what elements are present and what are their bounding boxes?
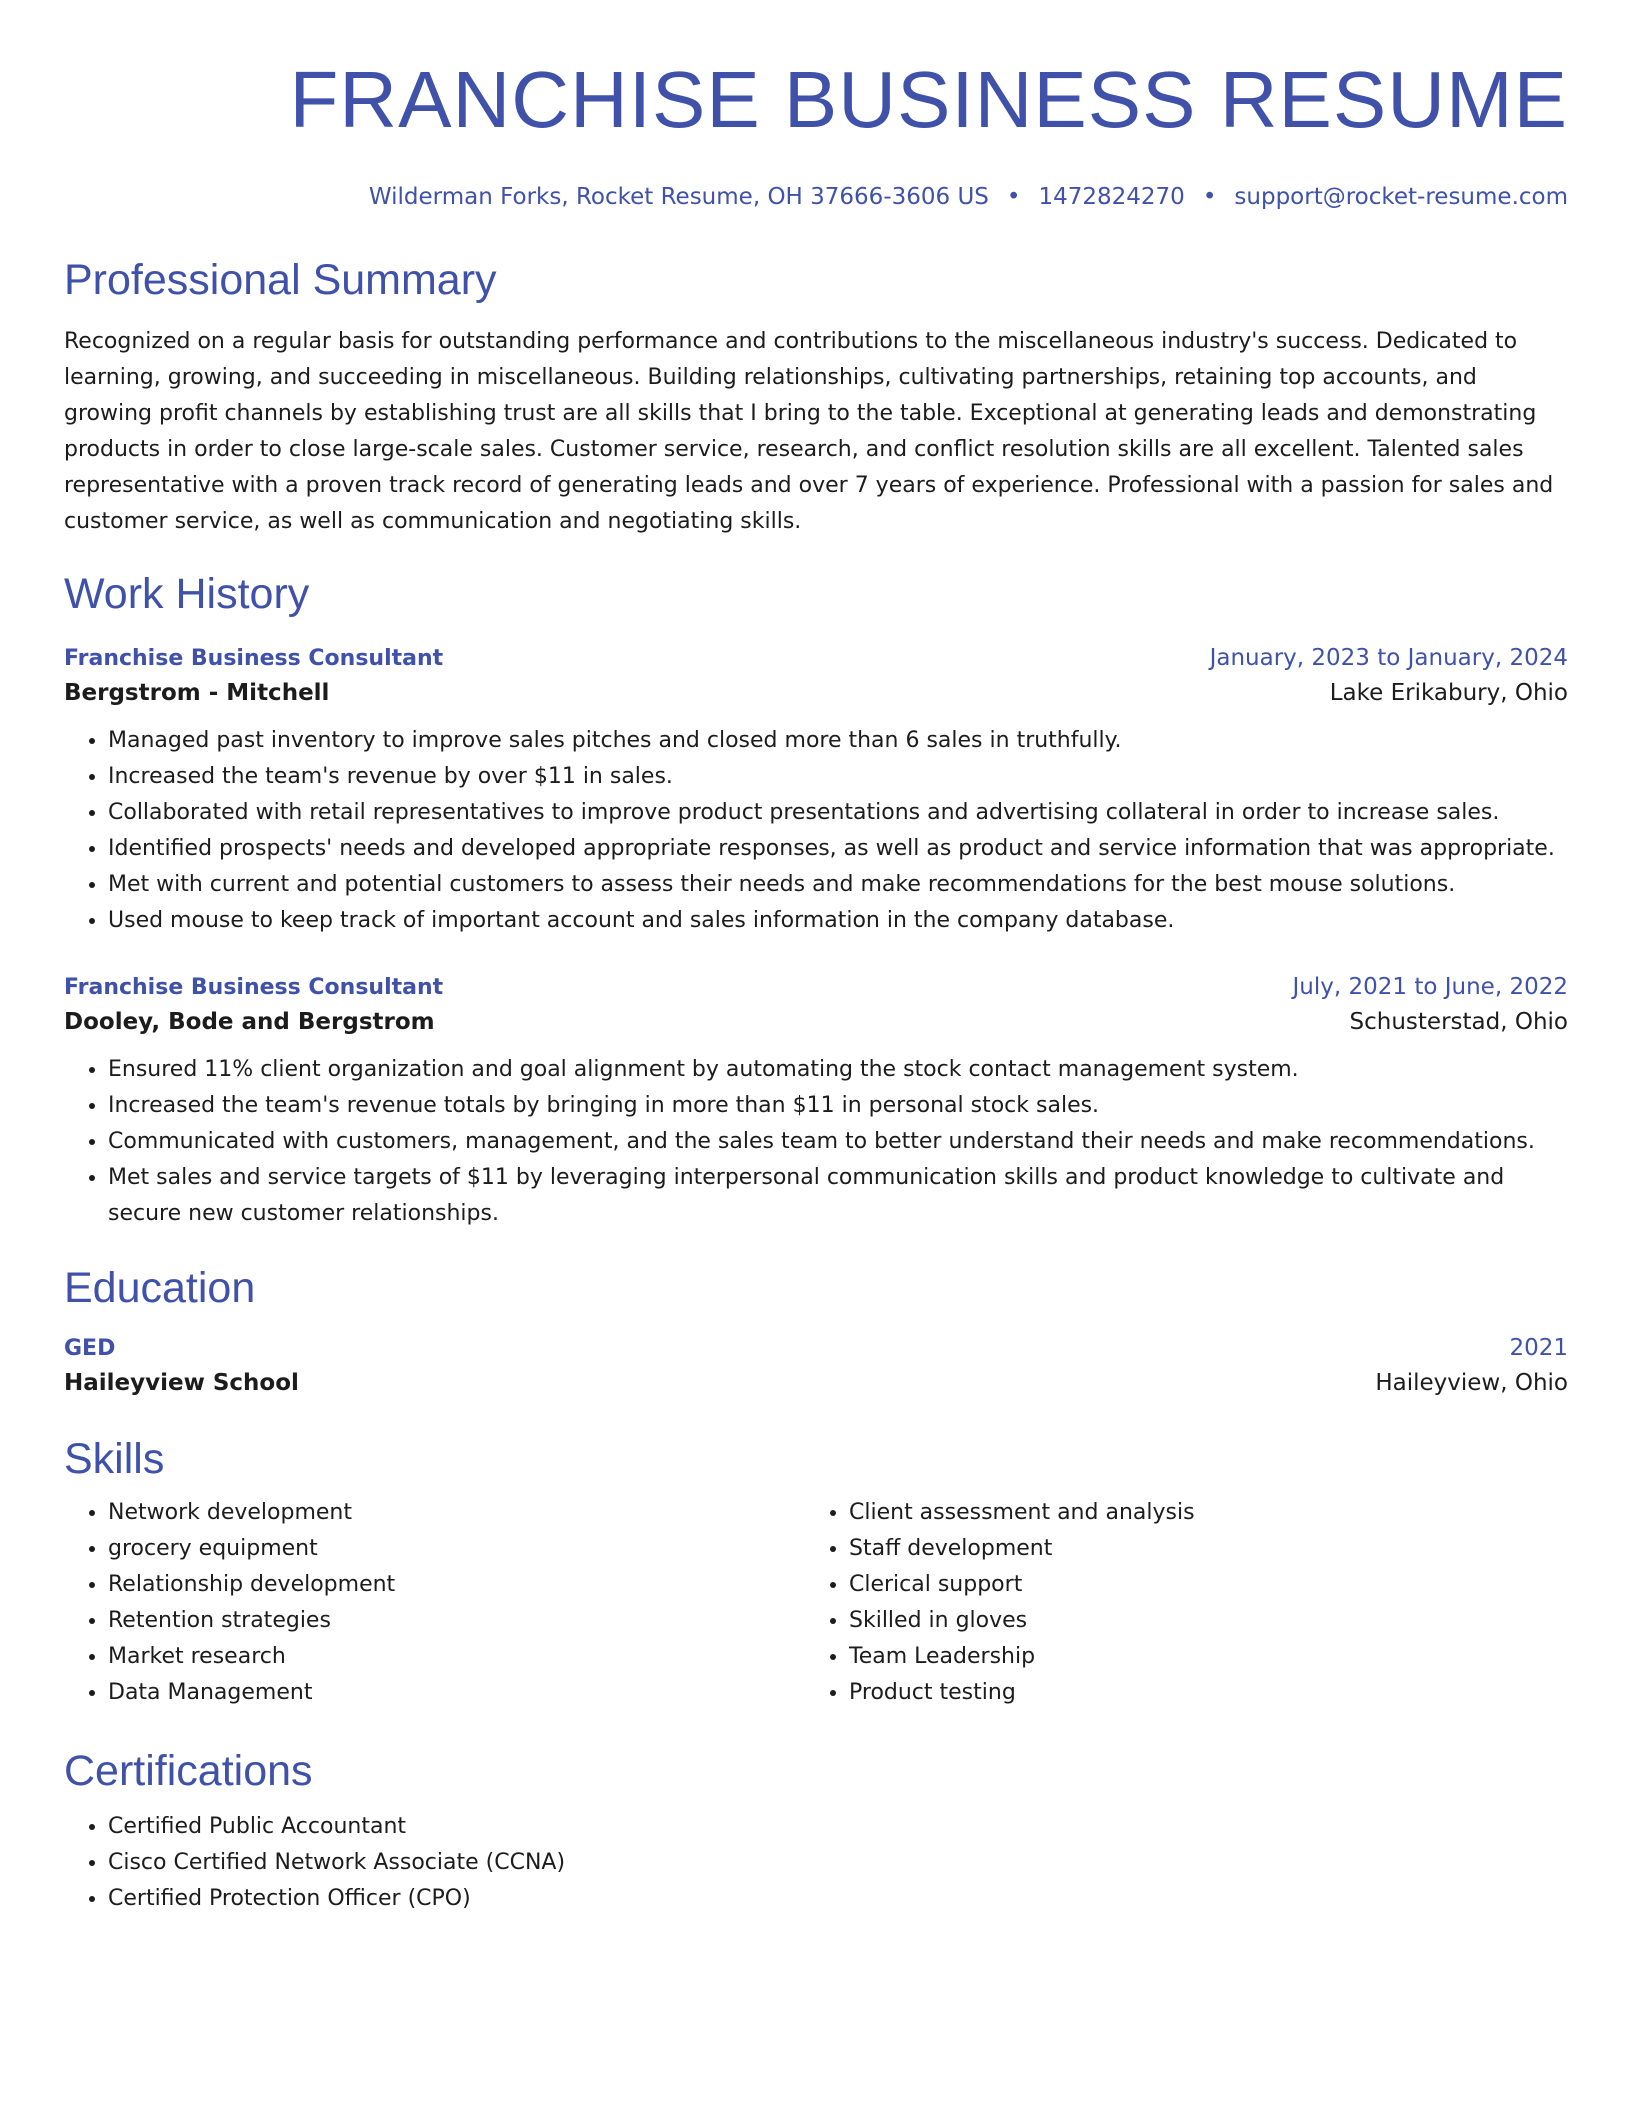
job-company-row <box>64 1004 1568 1040</box>
contact-email[interactable]: support@rocket-resume.com <box>1234 184 1568 210</box>
job-bullet: • Collaborated with retail representatives to improve product presentations and advertising collateral in order to increase sales. <box>108 795 1568 831</box>
job-bullets <box>64 1052 1568 1232</box>
job-bullet: • Met sales and service targets of $11 by leveraging interpersonal communication skills and product knowledge to cultivate and secure new customer relationships. <box>108 1160 1568 1232</box>
skills-right-column <box>805 1495 1546 1711</box>
job-dates: July, 2021 to June, 2022 <box>1292 974 1568 1000</box>
certifications-heading: Certifications <box>64 1747 313 1795</box>
certification-item: • Certified Public Accountant <box>108 1809 1568 1845</box>
skill-item: • Network development <box>108 1495 805 1531</box>
education-header-row <box>64 1332 1568 1365</box>
skill-item: • Staff development <box>849 1531 1546 1567</box>
education-school: Haileyview School <box>64 1370 299 1396</box>
job-dates: January, 2023 to January, 2024 <box>1209 645 1568 671</box>
resume-page <box>64 48 1568 1917</box>
job-bullet: • Communicated with customers, management, and the sales team to better understand their needs and make recommendations. <box>108 1124 1568 1160</box>
job-bullet: • Used mouse to keep track of important account and sales information in the company database. <box>108 903 1568 939</box>
skill-item: • Market research <box>108 1639 805 1675</box>
job-role: Franchise Business Consultant <box>64 975 444 1000</box>
contact-line <box>64 182 1568 212</box>
job-company: Dooley, Bode and Bergstrom <box>64 1009 435 1035</box>
skill-item: • Retention strategies <box>108 1603 805 1639</box>
work-history-heading: Work History <box>64 570 310 618</box>
job-bullet: • Increased the team's revenue totals by bringing in more than $11 in personal stock sales. <box>108 1088 1568 1124</box>
education-year: 2021 <box>1509 1335 1568 1361</box>
skill-item: • Team Leadership <box>849 1639 1546 1675</box>
job-company-row <box>64 675 1568 711</box>
contact-separator: • <box>1202 184 1217 210</box>
certification-item: • Cisco Certified Network Associate (CCNA) <box>108 1845 1568 1881</box>
education-school-row <box>64 1365 1568 1401</box>
contact-phone: 1472824270 <box>1038 184 1185 210</box>
resume-header <box>64 48 1568 212</box>
skill-item: • Skilled in gloves <box>849 1603 1546 1639</box>
job-bullet: • Managed past inventory to improve sales pitches and closed more than 6 sales in truthfully. <box>108 723 1568 759</box>
education-degree: GED <box>64 1336 116 1361</box>
skill-item: • Product testing <box>849 1675 1546 1711</box>
certifications-list <box>64 1809 1568 1917</box>
skills-columns <box>64 1495 1568 1711</box>
job-header-row <box>64 642 1568 675</box>
job-bullet: • Identified prospects' needs and developed appropriate responses, as well as product and service information that was appropriate. <box>108 831 1568 867</box>
skill-item: • Client assessment and analysis <box>849 1495 1546 1531</box>
skill-item: • Data Management <box>108 1675 805 1711</box>
skills-left-column <box>64 1495 805 1711</box>
job-location: Schusterstad, Ohio <box>1349 1009 1568 1035</box>
job-bullet: • Ensured 11% client organization and goal alignment by automating the stock contact management system. <box>108 1052 1568 1088</box>
job-header-row <box>64 971 1568 1004</box>
job-entry <box>64 642 1568 939</box>
certification-item: • Certified Protection Officer (CPO) <box>108 1881 1568 1917</box>
skills-heading: Skills <box>64 1435 165 1483</box>
summary-text: Recognized on a regular basis for outstanding performance and contributions to the miscellaneous industry's success. Dedicated to learning, growing, and succeeding in miscellaneous. Building relationships, cultivating partnerships, retaining top accounts, and growing profit channels by establishing trust are all skills that I bring to the table. Exceptional at generating leads and demonstrating products in order to close large-scale sales. Customer service, research, and conflict resolution skills are all excellent. Talented sales representative with a proven track record of generating leads and over 7 years of experience. Professional with a passion for sales and customer service, as well as communication and negotiating skills. <box>64 329 1554 534</box>
job-bullet: • Increased the team's revenue by over $11 in sales. <box>108 759 1568 795</box>
skill-item: • Clerical support <box>849 1567 1546 1603</box>
job-company: Bergstrom - Mitchell <box>64 680 330 706</box>
job-role: Franchise Business Consultant <box>64 646 444 671</box>
contact-separator: • <box>1006 184 1021 210</box>
contact-address: Wilderman Forks, Rocket Resume, OH 37666-3606 US <box>368 184 989 210</box>
job-bullet: • Met with current and potential customers to assess their needs and make recommendations for the best mouse solutions. <box>108 867 1568 903</box>
summary-heading: Professional Summary <box>64 256 497 304</box>
job-location: Lake Erikabury, Ohio <box>1329 680 1568 706</box>
education-location: Haileyview, Ohio <box>1375 1370 1568 1396</box>
job-entry <box>64 971 1568 1232</box>
education-entry <box>64 1332 1568 1401</box>
education-heading: Education <box>64 1264 256 1312</box>
job-bullets <box>64 723 1568 939</box>
skill-item: • Relationship development <box>108 1567 805 1603</box>
resume-name: FRANCHISE BUSINESS RESUME <box>289 55 1568 144</box>
skill-item: • grocery equipment <box>108 1531 805 1567</box>
